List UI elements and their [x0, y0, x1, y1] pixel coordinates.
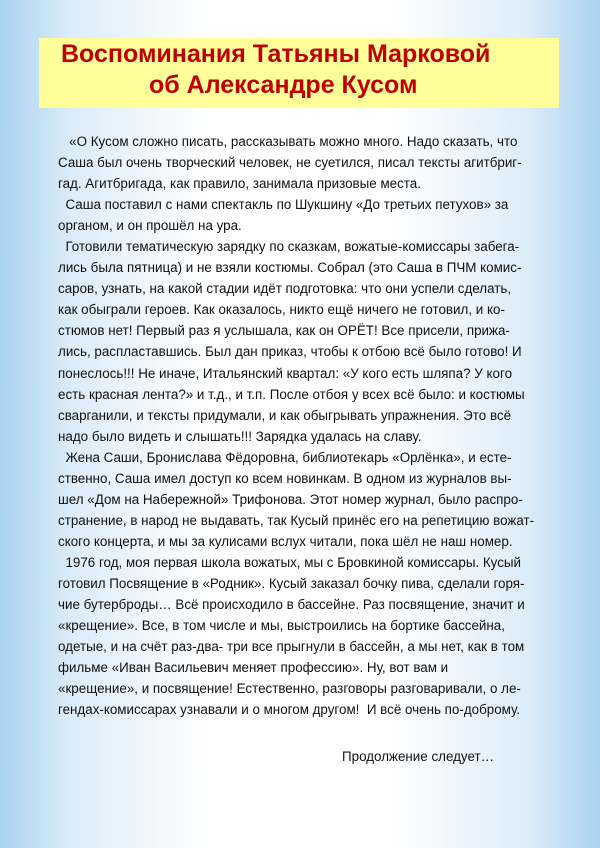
- continuation-note: Продолжение следует…: [342, 749, 494, 764]
- text-line: Готовили тематическую зарядку по сказкам, вожатые-комиссары забега-: [58, 239, 520, 255]
- text-line: гендах-комиссарах узнавали и о многом другом! И всё очень по-доброму.: [58, 702, 521, 718]
- text-line: готовил Посвящение в «Родник». Кусый заказал бочку пива, сделали горя-: [58, 575, 525, 591]
- text-line: гад. Агитбригада, как правило, занимала призовые места.: [58, 176, 421, 192]
- text-line: лись, распластавшись. Был дан приказ, чтобы к отбою всё было готово! И: [58, 344, 522, 360]
- text-line: шел «Дом на Набережной» Трифонова. Этот номер журнал, было распро-: [58, 491, 523, 507]
- title-line-2: об Александре Кусом: [149, 71, 418, 99]
- text-line: «крещение», и посвящение! Естественно, разговоры разговаривали, о ле-: [58, 681, 521, 697]
- text-line: сварганили, и тексты придумали, и как обыгрывать упражнения. Это всё: [58, 407, 512, 423]
- text-line: Саша поставил с нами спектакль по Шукшину «До третьих петухов» за: [58, 197, 509, 213]
- text-line: фильме «Иван Васильевич меняет профессию». Ну, вот вам и: [58, 660, 449, 676]
- text-line: органом, и он прошёл на ура.: [58, 218, 242, 234]
- text-line: саров, узнать, на какой стадии идёт подготовка: что они успели сделать,: [58, 281, 512, 297]
- text-line: Саша был очень творческий человек, не суетился, писал тексты агитбриг-: [58, 155, 522, 171]
- text-line: надо было видеть и слышать!!! Зарядка удалась на славу.: [58, 428, 422, 444]
- text-line: лись была пятница) и не взяли костюмы. Собрал (это Саша в ПЧМ комис-: [58, 260, 522, 276]
- text-line: одетые, и на счёт раз-два- три все прыгнули в бассейн, а мы нет, как в том: [58, 639, 525, 655]
- text-line: ского концерта, и мы за кулисами вслух читали, пока шёл не наш номер.: [58, 533, 513, 549]
- title-banner: [39, 38, 559, 108]
- text-line: ственно, Саша имел доступ ко всем новинкам. В одном из журналов вы-: [58, 470, 512, 486]
- text-line: «О Кусом сложно писать, рассказывать можно много. Надо сказать, что: [58, 134, 518, 149]
- memoir-text: [58, 131, 558, 720]
- text-line: стюмов нет! Первый раз я услышала, как он ОРЁТ! Все присели, прижа-: [58, 323, 510, 339]
- title-line-1: Воспоминания Татьяны Марковой: [61, 40, 491, 68]
- text-line: странение, в народ не выдавать, так Кусый принёс его на репетицию вожат-: [58, 512, 535, 528]
- text-line: чие бутерброды… Всё происходило в бассейне. Раз посвящение, значит и: [58, 597, 525, 613]
- text-line: понеслось!!! Не иначе, Итальянский квартал: «У кого есть шляпа? У кого: [58, 365, 513, 381]
- text-line: «крещение». Все, в том числе и мы, выстроились на бортике бассейна,: [58, 618, 505, 634]
- text-line: 1976 год, моя первая школа вожатых, мы с Бровкиной комиссары. Кусый: [58, 554, 522, 570]
- text-line: как обыграли героев. Как оказалось, никто ещё ничего не готовил, и ко-: [58, 302, 505, 318]
- text-line: есть красная лента?» и т.д., и т.п. После отбоя у всех всё было: и костюмы: [58, 386, 525, 402]
- text-line: Жена Саши, Бронислава Фёдоровна, библиотекарь «Орлёнка», и есте-: [58, 449, 512, 465]
